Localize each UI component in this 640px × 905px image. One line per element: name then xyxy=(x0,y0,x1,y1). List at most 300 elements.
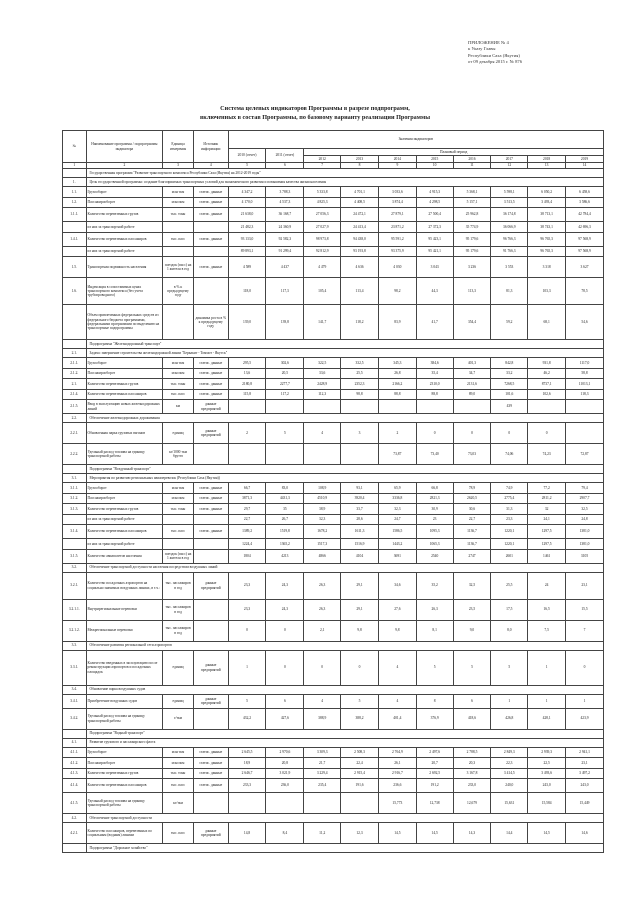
value-cell: 14,8 xyxy=(228,823,266,844)
value-cell xyxy=(566,423,604,444)
value-cell: 24 xyxy=(528,572,566,599)
row-number: 2.1.5. xyxy=(63,400,87,414)
header-plan: Плановый период xyxy=(304,149,604,156)
value-cell: 3 318 xyxy=(528,257,566,278)
indicator-name: из них за транспортной работе xyxy=(86,514,163,525)
value-cell: 3 167,8 xyxy=(453,768,491,779)
column-number: 10 xyxy=(416,163,453,169)
value-cell: 27 027,9 xyxy=(304,222,341,233)
table-row xyxy=(63,572,604,599)
section-row xyxy=(63,844,604,853)
row-number: 1.5. xyxy=(63,257,87,278)
indicator-name: Грузооборот xyxy=(86,358,163,369)
value-cell: 243,0 xyxy=(528,779,566,793)
indicator-name: Обновленная парка грузовых вагонов xyxy=(86,423,163,444)
value-cell: 23,1 xyxy=(566,758,604,769)
value-cell xyxy=(228,793,266,814)
section-title: Подпрограмма "Железнодорожный транспорт" xyxy=(86,340,603,349)
table-row xyxy=(63,278,604,305)
value-cell: 7268,5 xyxy=(491,379,528,390)
value-cell: 5 xyxy=(453,650,491,685)
value-cell: 426,8 xyxy=(491,708,528,729)
row-number: 2.2.1. xyxy=(63,423,87,444)
approval-line: от 09 декабря 2015 г. № 876 xyxy=(468,59,523,65)
row-number: 3.1.2. xyxy=(63,493,87,504)
value-cell: 8,1 xyxy=(416,620,453,641)
value-cell: 3 229,4 xyxy=(304,768,341,779)
unit-cell xyxy=(163,222,194,233)
indicator-name: Пассажирооборот xyxy=(86,368,163,379)
source-cell xyxy=(193,278,228,305)
source-cell: данные предприятий xyxy=(193,572,228,599)
value-cell: 23,5 xyxy=(453,599,491,620)
value-cell: 1517,3 xyxy=(304,539,341,550)
value-cell: 22,7 xyxy=(228,514,266,525)
value-cell: 2,1 xyxy=(304,620,341,641)
value-cell: 4 589 xyxy=(228,257,266,278)
value-cell: 18,9 xyxy=(228,758,266,769)
indicator-name: Количество перевезенных грузов xyxy=(86,768,163,779)
unit-cell: тыс. пассажиров в год xyxy=(163,599,194,620)
unit-cell: кг/ткм xyxy=(163,793,194,814)
value-cell: 5 157,1 xyxy=(453,197,491,208)
source-cell: статис. данные xyxy=(193,779,228,793)
indicator-name: Ввод в эксплуатацию новых железнодорожных линий xyxy=(86,400,163,414)
table-row xyxy=(63,423,604,444)
value-cell xyxy=(528,400,566,414)
indicator-name: из них за транспортной работе xyxy=(86,222,163,233)
source-cell: статис. данные xyxy=(193,257,228,278)
value-cell: 23,1 xyxy=(566,572,604,599)
value-cell: 2 645,5 xyxy=(228,747,266,758)
value-cell: 4510,9 xyxy=(304,493,341,504)
column-number: 14 xyxy=(566,163,604,169)
source-cell: данные предприятий xyxy=(193,423,228,444)
section-row xyxy=(63,729,604,738)
value-cell: 15,773 xyxy=(378,793,416,814)
indicator-name: Внутрирегиональные перевозки xyxy=(86,599,163,620)
value-cell: 9,8 xyxy=(341,620,379,641)
value-cell: 73,87 xyxy=(378,444,416,465)
value-cell: 23,3 xyxy=(491,514,528,525)
unit-cell: млн ткм xyxy=(163,747,194,758)
value-cell: 23 xyxy=(416,514,453,525)
value-cell: 4 xyxy=(378,650,416,685)
value-cell: 117,3 xyxy=(266,278,304,305)
value-cell: 7 xyxy=(566,620,604,641)
value-cell: 4 030 xyxy=(378,257,416,278)
value-cell: 113,3 xyxy=(453,278,491,305)
section-title: Обеспечение транспортной доступности xyxy=(86,814,603,823)
source-cell: статис. данные xyxy=(193,232,228,246)
unit-cell: тыс. пасс xyxy=(163,779,194,793)
value-cell: 77,2 xyxy=(528,483,566,494)
source-cell: данные предприятий xyxy=(193,823,228,844)
section-title: Обновление парка воздушных судов xyxy=(86,685,603,694)
value-cell: 236,6 xyxy=(378,779,416,793)
row-number: 2.1. xyxy=(63,349,87,358)
source-cell: статис. данные xyxy=(193,483,228,494)
value-cell: 388,9 xyxy=(304,708,341,729)
value-cell: 3 309,3 xyxy=(304,747,341,758)
value-cell: 96 765,3 xyxy=(528,232,566,246)
value-cell: 38 743,1 xyxy=(528,222,566,233)
row-number: 3.2.1. xyxy=(63,572,87,599)
header-name: Наименование программы / подпрограммы индикатора xyxy=(86,131,163,163)
table-header-row xyxy=(63,131,604,149)
value-cell: 26,3 xyxy=(304,572,341,599)
value-cell: 3 553 xyxy=(491,257,528,278)
value-cell: 24 360,9 xyxy=(266,222,304,233)
value-cell: 66,8 xyxy=(416,483,453,494)
value-cell: 2166,2 xyxy=(378,379,416,390)
value-cell: 14,6 xyxy=(566,823,604,844)
value-cell: 27,6 xyxy=(378,599,416,620)
value-cell: 93,1 xyxy=(341,483,379,494)
row-number: 1. xyxy=(63,178,87,187)
indicator-name: Межрегиональные перевозки xyxy=(86,620,163,641)
value-cell: 95 421,1 xyxy=(416,246,453,257)
value-cell: 0 xyxy=(528,423,566,444)
value-cell: 32 xyxy=(528,504,566,515)
value-cell: 12,679 xyxy=(453,793,491,814)
table-row xyxy=(63,232,604,246)
column-number: 9 xyxy=(378,163,416,169)
value-cell: 73,40 xyxy=(416,444,453,465)
value-cell: 236,0 xyxy=(266,779,304,793)
source-cell xyxy=(193,599,228,620)
value-cell: 24,1 xyxy=(528,514,566,525)
row-number: 1.1.1. xyxy=(63,208,87,222)
source-cell: статис. данные xyxy=(193,197,228,208)
value-cell: 401,3 xyxy=(453,358,491,369)
value-cell: 1365,2 xyxy=(266,539,304,550)
value-cell: 191,2 xyxy=(416,779,453,793)
column-number: 8 xyxy=(341,163,379,169)
column-number: 4 xyxy=(193,163,228,169)
row-number xyxy=(63,222,87,233)
source-cell xyxy=(193,793,228,814)
value-cell: 384,6 xyxy=(416,358,453,369)
value-cell: 3 493,6 xyxy=(528,768,566,779)
column-number: 13 xyxy=(528,163,566,169)
value-cell: 1297,5 xyxy=(528,539,566,550)
table-row xyxy=(63,222,604,233)
value-cell: 29,1 xyxy=(341,572,379,599)
indicator-name: Количество пассажиров, перевезенных по социальным (водным) линиям xyxy=(86,823,163,844)
value-cell: 418,6 xyxy=(453,708,491,729)
value-cell: 95 591,2 xyxy=(378,232,416,246)
value-cell: 68,1 xyxy=(528,305,566,340)
indicator-name: из них за транспортной работе xyxy=(86,539,163,550)
column-number: 12 xyxy=(491,163,528,169)
source-cell: данные предприятий xyxy=(193,400,228,414)
value-cell: 5 xyxy=(416,650,453,685)
value-cell: 118,3 xyxy=(566,389,604,400)
value-cell: 33,2 xyxy=(491,368,528,379)
value-cell: 2 508,3 xyxy=(341,747,379,758)
section-title: Подпрограмма "Дорожное хозяйство" xyxy=(86,844,603,853)
row-number: 3.2.1.2. xyxy=(63,620,87,641)
section-title: Подпрограмма "Водный транспорт" xyxy=(86,729,603,738)
value-cell: 44,3 xyxy=(416,278,453,305)
value-cell: 117,2 xyxy=(266,389,304,400)
value-cell: 41,7 xyxy=(416,305,453,340)
value-cell: 15,5 xyxy=(566,599,604,620)
value-cell: 26,1 xyxy=(378,758,416,769)
unit-cell: млн пкм xyxy=(163,368,194,379)
value-cell: 97 568,9 xyxy=(566,232,604,246)
table-row xyxy=(63,539,604,550)
approval-header xyxy=(468,40,586,66)
value-cell: 93 375,9 xyxy=(378,246,416,257)
value-cell: 2180,8 xyxy=(228,379,266,390)
value-cell: 88,8 xyxy=(416,389,453,400)
indicator-name: Количество перевезенных пассажиров xyxy=(86,779,163,793)
table-row xyxy=(63,305,604,340)
row-number xyxy=(63,844,87,853)
row-number: 3.1.3. xyxy=(63,504,87,515)
value-cell: 1 xyxy=(491,694,528,708)
value-cell: 23 871,2 xyxy=(378,222,416,233)
value-cell: 91 299,4 xyxy=(266,246,304,257)
source-cell xyxy=(193,444,228,465)
value-cell xyxy=(304,793,341,814)
value-cell: 2 970,6 xyxy=(266,747,304,758)
value-cell: 35,4 xyxy=(416,368,453,379)
value-cell: 24 413,4 xyxy=(341,222,379,233)
row-number: 3.1.1. xyxy=(63,483,87,494)
value-cell: 74,06 xyxy=(491,444,528,465)
value-cell: 91 766,3 xyxy=(491,246,528,257)
row-number xyxy=(63,465,87,474)
section-row xyxy=(63,178,604,187)
header-year: 2016 xyxy=(453,156,491,163)
value-cell: 332,5 xyxy=(341,358,379,369)
source-cell: статис. данные xyxy=(193,368,228,379)
value-cell: 376,9 xyxy=(416,708,453,729)
value-cell: 0 xyxy=(304,650,341,685)
value-cell: 0 xyxy=(266,650,304,685)
value-cell: 38 713,1 xyxy=(528,208,566,222)
header-values: Значения индикаторов xyxy=(228,131,603,149)
value-cell: 4 479 xyxy=(304,257,341,278)
value-cell: 4 701,1 xyxy=(341,187,379,198)
value-cell: 432,2 xyxy=(228,708,266,729)
value-cell: 24,3 xyxy=(266,572,304,599)
value-cell: 9,0 xyxy=(453,620,491,641)
value-cell: 25,5 xyxy=(341,368,379,379)
value-cell: 23,3 xyxy=(228,572,266,599)
source-cell: статис. данные xyxy=(193,379,228,390)
value-cell: 94 438,0 xyxy=(341,232,379,246)
value-cell: 35 774,9 xyxy=(453,222,491,233)
source-cell: данные предприятий xyxy=(193,650,228,685)
value-cell xyxy=(566,400,604,414)
value-cell: 118,2 xyxy=(341,305,379,340)
document-title xyxy=(150,104,480,122)
value-cell: 31,3 xyxy=(491,504,528,515)
header-source: Источник информации xyxy=(193,131,228,163)
value-cell: 1136,7 xyxy=(453,525,491,539)
table-row xyxy=(63,187,604,198)
value-cell: 3871,3 xyxy=(228,493,266,504)
value-cell: 23,3 xyxy=(228,599,266,620)
source-cell: статис. данные xyxy=(193,758,228,769)
value-cell: 14,5 xyxy=(528,823,566,844)
value-cell: 233,0 xyxy=(453,779,491,793)
source-cell: статис. данные xyxy=(193,525,228,539)
value-cell: 22,7 xyxy=(453,514,491,525)
indicator-name: Удельный расход топлива на единицу транспортной работы xyxy=(86,708,163,729)
section-row xyxy=(63,349,604,358)
value-cell: 36 066,9 xyxy=(491,222,528,233)
unit-cell: поездок (пасс) на 1 жителя в год xyxy=(163,549,194,563)
indicator-name: Количество перевезенных грузов xyxy=(86,504,163,515)
value-cell: 3 874,4 xyxy=(378,197,416,208)
value-cell: 95 179,6 xyxy=(453,232,491,246)
row-number: 4.1.4. xyxy=(63,779,87,793)
value-cell xyxy=(266,444,304,465)
section-title: Развитие грузового и пассажирского флота xyxy=(86,738,603,747)
value-cell: 5 xyxy=(266,423,304,444)
table-row xyxy=(63,514,604,525)
value-cell: 2907,7 xyxy=(566,493,604,504)
value-cell: 22,5 xyxy=(528,758,566,769)
value-cell: 0 xyxy=(453,423,491,444)
value-cell: 4 437 xyxy=(266,257,304,278)
value-cell: 2 764,9 xyxy=(378,747,416,758)
title-line-2: включенных в состав Программы, по базовому варианту реализации Программы xyxy=(199,114,431,121)
row-number xyxy=(63,340,87,349)
value-cell: 7,5 xyxy=(528,620,566,641)
value-cell: 2 xyxy=(378,423,416,444)
value-cell: 1136,7 xyxy=(453,539,491,550)
source-cell xyxy=(193,514,228,525)
table-row xyxy=(63,747,604,758)
value-cell: 4866 xyxy=(304,549,341,563)
section-title: Цель государственной программы: создание благоприятных транспортных условий для экономического развития и повышения качества жизни населения xyxy=(86,178,603,187)
row-number: 3.2.1.1. xyxy=(63,599,87,620)
value-cell: 1 xyxy=(566,694,604,708)
value-cell: 3691 xyxy=(378,549,416,563)
source-cell xyxy=(193,246,228,257)
source-cell: статис. данные xyxy=(193,493,228,504)
value-cell: 3920,4 xyxy=(341,493,379,504)
row-number: 3.1. xyxy=(63,474,87,483)
indicator-name: Объем привлеченных федеральных средств из федерального бюджета программами, федеральными программами по выделению на транспортные подпрограммы xyxy=(86,305,163,340)
value-cell: 8,0 xyxy=(491,620,528,641)
unit-cell: тыс. тонн xyxy=(163,208,194,222)
row-number: 2.1.2. xyxy=(63,368,87,379)
indicator-name: Удельный расход топлива на единицу транспортной работы xyxy=(86,444,163,465)
table-row xyxy=(63,483,604,494)
value-cell: 42 696,3 xyxy=(566,222,604,233)
table-row xyxy=(63,708,604,729)
value-cell: 34,6 xyxy=(378,572,416,599)
row-number xyxy=(63,169,87,178)
unit-cell: тыс. пасс xyxy=(163,823,194,844)
value-cell: 93 193,8 xyxy=(341,246,379,257)
value-cell: 2131,6 xyxy=(453,379,491,390)
value-cell: 4 xyxy=(304,423,341,444)
row-number: 1.6. xyxy=(63,278,87,305)
approval-line: к Указу Главы xyxy=(468,46,496,52)
value-cell xyxy=(266,793,304,814)
unit-cell: тыс. пасс xyxy=(163,525,194,539)
value-cell: 3 033,6 xyxy=(378,187,416,198)
value-cell: 96 766,3 xyxy=(491,232,528,246)
value-cell: 89,0 xyxy=(453,389,491,400)
source-cell: статис. данные xyxy=(193,358,228,369)
value-cell: 83,0 xyxy=(266,483,304,494)
value-cell: 139,8 xyxy=(266,305,304,340)
value-cell: 25 962,8 xyxy=(453,208,491,222)
row-number: 4.2.1. xyxy=(63,823,87,844)
title-line-1: Система целевых индикаторов Программы в разрезе подпрограмм, xyxy=(220,105,410,112)
section-row xyxy=(63,340,604,349)
value-cell: 3 627 xyxy=(566,257,604,278)
value-cell: 105,4 xyxy=(304,278,341,305)
value-cell: 21 482,3 xyxy=(228,222,266,233)
row-number xyxy=(63,539,87,550)
section-title: Обеспечение транспортной доступности населения посредством воздушных линий xyxy=(86,563,603,572)
value-cell: 322,5 xyxy=(304,358,341,369)
unit-cell: тыс. пассажиров в год xyxy=(163,620,194,641)
value-cell: 66,7 xyxy=(228,483,266,494)
source-cell xyxy=(193,222,228,233)
value-cell: 4 636 xyxy=(341,257,379,278)
value-cell xyxy=(304,444,341,465)
value-cell: 24,3 xyxy=(266,599,304,620)
indicator-name: Количество авиаполетов населения xyxy=(86,549,163,563)
value-cell: 4 408,5 xyxy=(341,197,379,208)
value-cell: 24,7 xyxy=(378,514,416,525)
row-number xyxy=(63,729,87,738)
value-cell: 113,4 xyxy=(341,278,379,305)
indicator-name: Количество введенных в эксплуатацию после реконструкции аэропортов и посадочных площадок xyxy=(86,650,163,685)
source-cell: статис. данные xyxy=(193,747,228,758)
value-cell: 74,23 xyxy=(528,444,566,465)
row-number xyxy=(63,514,87,525)
value-cell: 29,7 xyxy=(228,504,266,515)
value-cell: 2 497,6 xyxy=(416,747,453,758)
section-row xyxy=(63,169,604,178)
value-cell: 20,5 xyxy=(266,368,304,379)
value-cell: 1117,0 xyxy=(566,358,604,369)
row-number: 3.3.1. xyxy=(63,650,87,685)
unit-cell: единиц xyxy=(163,650,194,685)
unit-cell: тыс. тонн xyxy=(163,768,194,779)
value-cell: 35,2 xyxy=(416,572,453,599)
value-cell: 8737,1 xyxy=(528,379,566,390)
value-cell: 92 582,3 xyxy=(266,232,304,246)
value-cell: 11,2 xyxy=(304,823,341,844)
table-row xyxy=(63,793,604,814)
value-cell: 79,4 xyxy=(566,483,604,494)
row-number: 1.1. xyxy=(63,187,87,198)
row-number: 3.4. xyxy=(63,685,87,694)
value-cell: 36 168,7 xyxy=(266,208,304,222)
source-cell: статис. данные xyxy=(193,187,228,198)
indicator-name: из них за транспортной работе xyxy=(86,246,163,257)
value-cell: 14,5 xyxy=(416,823,453,844)
value-cell: 6 xyxy=(266,694,304,708)
value-cell: 1065,3 xyxy=(416,539,453,550)
indicator-name: Грузооборот xyxy=(86,483,163,494)
unit-cell: млн пкм xyxy=(163,197,194,208)
section-title: Подпрограмма "Воздушный транспорт" xyxy=(86,465,603,474)
